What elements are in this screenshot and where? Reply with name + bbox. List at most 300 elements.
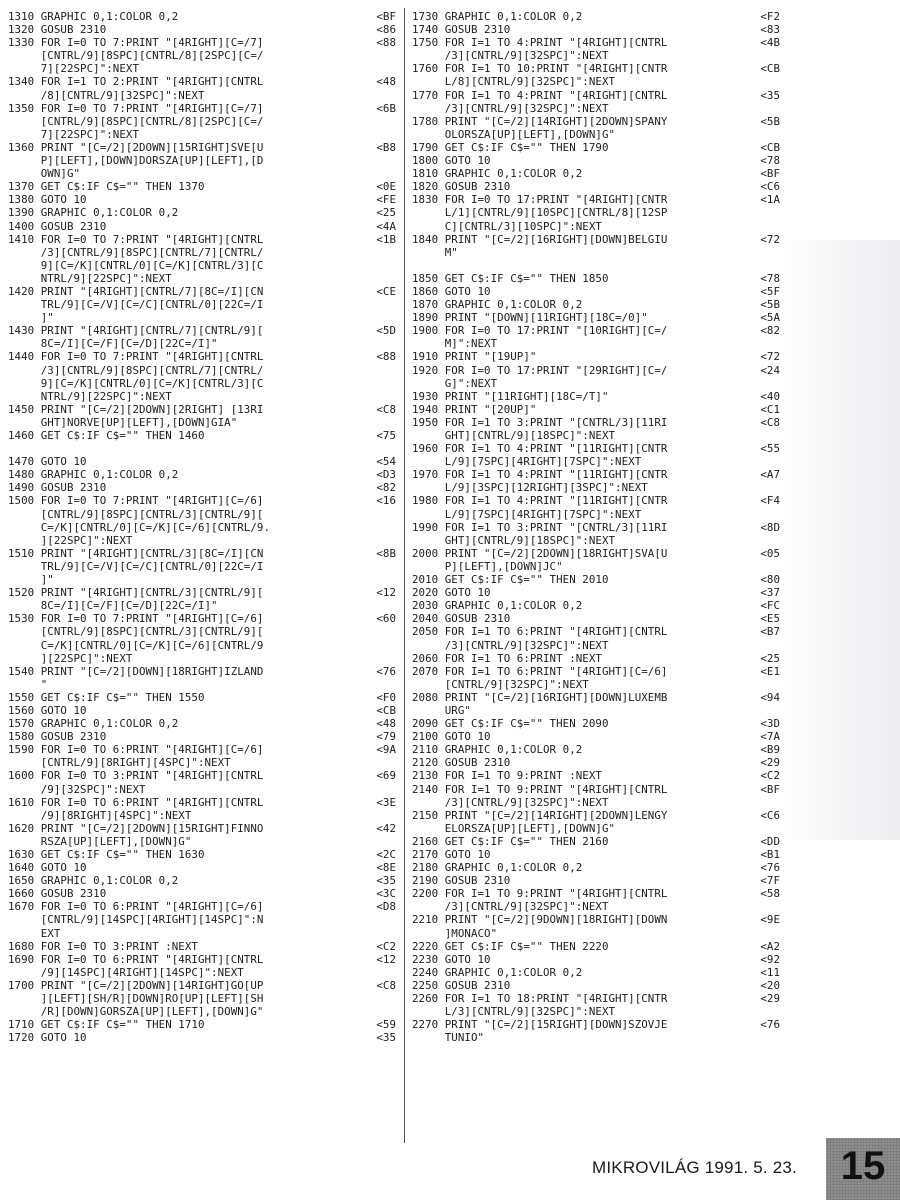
code-text: L/9][7SPC][4RIGHT][7SPC]":NEXT: [412, 507, 642, 521]
code-text: 1810 GRAPHIC 0,1:COLOR 0,2: [412, 167, 583, 181]
code-line: [8, 141, 398, 154]
checksum: <69: [376, 769, 396, 783]
code-text: P][LEFT],[DOWN]JC": [412, 559, 563, 573]
code-text: 2020 GOTO 10: [412, 586, 491, 600]
code-line: [412, 468, 782, 481]
code-text: 1700 PRINT "[C=/2][2DOWN][14RIGHT]GO[UP: [8, 978, 264, 992]
code-text: NTRL/9][22SPC]":NEXT: [8, 389, 172, 403]
code-line: [8, 717, 398, 730]
checksum: <82: [760, 324, 780, 338]
code-line: [8, 966, 398, 979]
code-text: 1690 FOR I=0 TO 6:PRINT "[4RIGHT][CNTRL: [8, 952, 264, 966]
code-text: 2010 GET C$:IF C$="" THEN 2010: [412, 573, 609, 587]
checksum: <BF: [376, 10, 396, 23]
code-line: [412, 652, 782, 665]
checksum: <2C: [376, 848, 396, 861]
code-line: [412, 560, 782, 573]
code-text: 2000 PRINT "[C=/2][2DOWN][18RIGHT]SVA[U: [412, 546, 668, 560]
code-text: /3][CNTRL/9][32SPC]":NEXT: [412, 638, 609, 652]
code-text: L/8][CNTRL/9][32SPC]":NEXT: [412, 75, 616, 89]
code-line: [412, 730, 782, 743]
code-text: 1980 FOR I=1 TO 4:PRINT "[11RIGHT][CNTR: [412, 494, 668, 508]
checksum: <16: [376, 494, 396, 508]
code-text: /9][14SPC][4RIGHT][14SPC]":NEXT: [8, 965, 244, 979]
code-line: [412, 167, 782, 180]
code-text: C][CNTRL/3][10SPC]":NEXT: [412, 219, 602, 233]
code-line: [8, 1005, 398, 1018]
code-line: [8, 75, 398, 88]
checksum: <C1: [760, 402, 780, 416]
code-text: 1600 FOR I=0 TO 3:PRINT "[4RIGHT][CNTRL: [8, 769, 264, 783]
code-text: [CNTRL/9][32SPC]":NEXT: [412, 677, 589, 691]
code-text: 2170 GOTO 10: [412, 848, 491, 861]
code-text: GHT][CNTRL/9][18SPC]":NEXT: [412, 429, 616, 442]
code-text: 7][22SPC]":NEXT: [8, 62, 140, 76]
code-line: [8, 691, 398, 704]
code-line: [412, 455, 782, 468]
code-line: [412, 639, 782, 652]
code-line: [8, 246, 398, 259]
code-text: ]MONACO": [412, 926, 498, 940]
checksum: <29: [760, 756, 780, 770]
code-line: [412, 364, 782, 377]
code-line: [412, 835, 782, 848]
code-text: 1970 FOR I=1 TO 4:PRINT "[11RIGHT][CNTR: [412, 468, 668, 482]
checksum: <05: [760, 546, 780, 560]
code-line: [8, 180, 398, 193]
code-line: [412, 442, 782, 455]
checksum: <3C: [376, 887, 396, 901]
code-line: [8, 298, 398, 311]
code-line: [412, 481, 782, 494]
code-text: 1410 FOR I=0 TO 7:PRINT "[4RIGHT][CNTRL: [8, 232, 264, 246]
code-text: 2090 GET C$:IF C$="" THEN 2090: [412, 717, 609, 731]
code-line: [412, 390, 782, 403]
checksum: <E5: [760, 612, 780, 626]
code-text: 9][C=/K][CNTRL/0][C=/K][CNTRL/3][C: [8, 376, 264, 390]
code-text: 1760 FOR I=1 TO 10:PRINT "[4RIGHT][CNTR: [412, 62, 668, 76]
code-text: L/3][CNTRL/9][32SPC]":NEXT: [412, 1005, 616, 1019]
code-line: [412, 115, 782, 128]
code-text: 2200 FOR I=1 TO 9:PRINT "[4RIGHT][CNTRL: [412, 887, 668, 901]
checksum: <B7: [760, 625, 780, 639]
checksum: <D8: [376, 900, 396, 914]
code-line: [8, 927, 398, 940]
checksum: <48: [376, 75, 396, 89]
code-text: 1790 GET C$:IF C$="" THEN 1790: [412, 140, 609, 154]
code-text: 1750 FOR I=1 TO 4:PRINT "[4RIGHT][CNTRL: [412, 36, 668, 50]
checksum: <54: [376, 455, 396, 469]
code-text: 2120 GOSUB 2310: [412, 756, 511, 770]
checksum: <24: [760, 363, 780, 377]
code-text: 2190 GOSUB 2310: [412, 874, 511, 888]
code-line: [8, 534, 398, 547]
code-line: [8, 403, 398, 416]
code-text: 1620 PRINT "[C=/2][2DOWN][15RIGHT]FINNO: [8, 821, 264, 835]
checksum: <5D: [376, 324, 396, 338]
code-line: [412, 809, 782, 822]
code-line: [8, 364, 398, 377]
code-text: [CNTRL/9][8SPC][CNTRL/8][2SPC][C=/: [8, 49, 264, 63]
code-text: 1440 FOR I=0 TO 7:PRINT "[4RIGHT][CNTRL: [8, 350, 264, 364]
checksum: <CE: [376, 284, 396, 298]
code-text: 1420 PRINT "[4RIGHT][CNTRL/7][8C=/I][CN: [8, 284, 264, 298]
code-line: [412, 756, 782, 769]
code-line: [412, 625, 782, 638]
checksum: <55: [760, 442, 780, 456]
code-text: ]": [8, 311, 54, 325]
code-text: 9][C=/K][CNTRL/0][C=/K][CNTRL/3][C: [8, 258, 264, 272]
code-line: [8, 639, 398, 652]
code-text: 2270 PRINT "[C=/2][15RIGHT][DOWN]SZOVJE: [412, 1018, 668, 1032]
code-line: [8, 861, 398, 874]
code-text: 1490 GOSUB 2310: [8, 481, 107, 495]
checksum: <82: [376, 481, 396, 495]
code-text: 1850 GET C$:IF C$="" THEN 1850: [412, 271, 609, 285]
code-line: [412, 246, 782, 259]
code-line: [8, 900, 398, 913]
code-line: [8, 547, 398, 560]
code-line: [8, 704, 398, 717]
checksum: <9A: [376, 743, 396, 757]
checksum: <5F: [760, 284, 780, 298]
code-text: /R][DOWN]GORSZA[UP][LEFT],[DOWN]G": [8, 1005, 264, 1019]
code-line: [8, 796, 398, 809]
code-line: [412, 796, 782, 809]
code-text: /3][CNTRL/9][32SPC]":NEXT: [412, 795, 609, 809]
checksum: <12: [376, 586, 396, 600]
code-line: [8, 612, 398, 625]
code-text: OWN]G": [8, 167, 81, 181]
code-line: [412, 927, 782, 940]
code-line: [412, 494, 782, 507]
checksum: <83: [760, 23, 780, 37]
checksum: <D3: [376, 468, 396, 482]
checksum: <1A: [760, 193, 780, 207]
code-text: 1450 PRINT "[C=/2][2DOWN][2RIGHT] [13RI: [8, 402, 264, 416]
code-text: 1610 FOR I=0 TO 6:PRINT "[4RIGHT][CNTRL: [8, 795, 264, 809]
checksum: <79: [376, 730, 396, 744]
checksum: <C6: [760, 180, 780, 194]
code-line: [412, 913, 782, 926]
code-text: 1380 GOTO 10: [8, 193, 87, 207]
code-line: [412, 377, 782, 390]
checksum: <4A: [376, 219, 396, 233]
code-text: 1480 GRAPHIC 0,1:COLOR 0,2: [8, 468, 179, 482]
checksum: <7A: [760, 730, 780, 744]
code-text: 1500 FOR I=0 TO 7:PRINT "[4RIGHT][C=/6]: [8, 494, 264, 508]
code-line: [8, 128, 398, 141]
code-line: [412, 154, 782, 167]
code-text: 2030 GRAPHIC 0,1:COLOR 0,2: [412, 599, 583, 613]
checksum: <F2: [760, 10, 780, 23]
code-text: /3][CNTRL/9][8SPC][CNTRL/7][CNTRL/: [8, 363, 264, 377]
checksum: <B8: [376, 140, 396, 154]
code-text: TUNIO": [412, 1031, 485, 1045]
code-line: [412, 887, 782, 900]
code-text: 1770 FOR I=1 TO 4:PRINT "[4RIGHT][CNTRL: [412, 88, 668, 102]
code-line: [412, 848, 782, 861]
code-line: [8, 416, 398, 429]
checksum: <3D: [760, 717, 780, 731]
checksum: <C8: [376, 978, 396, 992]
code-line: [412, 953, 782, 966]
code-text: 1590 FOR I=0 TO 6:PRINT "[4RIGHT][C=/6]: [8, 743, 264, 757]
code-text: 1340 FOR I=1 TO 2:PRINT "[4RIGHT][CNTRL: [8, 75, 264, 89]
code-line: [412, 769, 782, 782]
checksum: <6B: [376, 101, 396, 115]
code-line: [412, 141, 782, 154]
code-line: [8, 154, 398, 167]
code-text: 1930 PRINT "[11RIGHT][18C=/T]": [412, 389, 609, 403]
code-text: 1580 GOSUB 2310: [8, 730, 107, 744]
checksum: <DD: [760, 834, 780, 848]
checksum: <CB: [760, 62, 780, 76]
code-line: [412, 403, 782, 416]
checksum: <9E: [760, 913, 780, 927]
code-line: [8, 10, 398, 23]
code-text: C=/K][CNTRL/0][C=/K][C=/6][CNTRL/9: [8, 638, 264, 652]
code-text: 1740 GOSUB 2310: [412, 23, 511, 37]
code-line: [8, 573, 398, 586]
code-text: 2250 GOSUB 2310: [412, 978, 511, 992]
checksum: <C2: [376, 939, 396, 953]
checksum: <88: [376, 350, 396, 364]
code-line: [8, 62, 398, 75]
code-line: [8, 887, 398, 900]
code-text: L/1][CNTRL/9][10SPC][CNTRL/8][12SP: [412, 206, 668, 220]
code-line: [8, 678, 398, 691]
checksum: <A7: [760, 468, 780, 482]
code-text: [CNTRL/9][8SPC][CNTRL/3][CNTRL/9][: [8, 507, 264, 521]
code-text: GHT][CNTRL/9][18SPC]":NEXT: [412, 533, 616, 547]
code-text: 1800 GOTO 10: [412, 154, 491, 168]
page-number: 15: [840, 1144, 886, 1188]
checksum: <C6: [760, 808, 780, 822]
code-line: [8, 783, 398, 796]
checksum: <35: [376, 1031, 396, 1045]
code-line: [8, 743, 398, 756]
code-line: [8, 390, 398, 403]
code-text: 1400 GOSUB 2310: [8, 219, 107, 233]
code-text: L/9][3SPC][12RIGHT][3SPC]":NEXT: [412, 481, 648, 495]
checksum: <E1: [760, 664, 780, 678]
code-text: 1660 GOSUB 2310: [8, 887, 107, 901]
code-text: 2110 GRAPHIC 0,1:COLOR 0,2: [412, 743, 583, 757]
code-line: [8, 652, 398, 665]
code-text: [CNTRL/9][8RIGHT][4SPC]":NEXT: [8, 756, 231, 770]
column-divider: [404, 8, 405, 1143]
code-line: [412, 979, 782, 992]
code-text: 1910 PRINT "[19UP]": [412, 350, 537, 364]
code-text: /8][CNTRL/9][32SPC]":NEXT: [8, 88, 205, 102]
code-line: [412, 75, 782, 88]
blank-line: [412, 259, 782, 272]
code-line: [8, 953, 398, 966]
code-line: [412, 49, 782, 62]
code-text: 2180 GRAPHIC 0,1:COLOR 0,2: [412, 861, 583, 875]
code-line: [412, 861, 782, 874]
checksum: <8E: [376, 861, 396, 875]
code-text: TRL/9][C=/V][C=/C][CNTRL/0][22C=/I: [8, 298, 264, 312]
checksum: <CB: [376, 703, 396, 717]
code-line: [8, 913, 398, 926]
code-text: 1710 GET C$:IF C$="" THEN 1710: [8, 1018, 205, 1032]
code-text: 2060 FOR I=1 TO 6:PRINT :NEXT: [412, 651, 602, 665]
code-text: 2230 GOTO 10: [412, 952, 491, 966]
code-text: ][22SPC]":NEXT: [8, 533, 133, 547]
code-text: 1630 GET C$:IF C$="" THEN 1630: [8, 848, 205, 861]
code-line: [8, 272, 398, 285]
code-text: 1510 PRINT "[4RIGHT][CNTRL/3][8C=/I][CN: [8, 546, 264, 560]
code-text: 1310 GRAPHIC 0,1:COLOR 0,2: [8, 10, 179, 23]
code-text: /3][CNTRL/9][32SPC]":NEXT: [412, 49, 609, 63]
code-text: 2080 PRINT "[C=/2][16RIGHT][DOWN]LUXEMB: [412, 690, 668, 704]
code-line: [8, 730, 398, 743]
code-line: [8, 259, 398, 272]
listing-column-right: [412, 10, 782, 1044]
code-line: [8, 769, 398, 782]
code-line: [412, 966, 782, 979]
code-line: [8, 377, 398, 390]
checksum: <72: [760, 350, 780, 364]
code-line: [8, 89, 398, 102]
code-line: [8, 350, 398, 363]
code-line: [412, 612, 782, 625]
checksum: <59: [376, 1018, 396, 1032]
checksum: <80: [760, 573, 780, 587]
checksum: <78: [760, 154, 780, 168]
code-line: [412, 992, 782, 1005]
code-text: [CNTRL/9][8SPC][CNTRL/3][CNTRL/9][: [8, 625, 264, 639]
checksum: <35: [760, 88, 780, 102]
checksum: <60: [376, 612, 396, 626]
code-line: [8, 521, 398, 534]
code-line: [412, 89, 782, 102]
code-text: /3][CNTRL/9][32SPC]":NEXT: [412, 101, 609, 115]
code-text: /3][CNTRL/9][8SPC][CNTRL/7][CNTRL/: [8, 245, 264, 259]
code-line: [8, 599, 398, 612]
code-line: [8, 481, 398, 494]
code-line: [8, 992, 398, 1005]
checksum: <76: [760, 861, 780, 875]
checksum: <5B: [760, 298, 780, 312]
checksum: <B1: [760, 848, 780, 861]
code-text: 1550 GET C$:IF C$="" THEN 1550: [8, 690, 205, 704]
code-text: 1730 GRAPHIC 0,1:COLOR 0,2: [412, 10, 583, 23]
code-text: 2210 PRINT "[C=/2][9DOWN][18RIGHT][DOWN: [412, 913, 668, 927]
checksum: <8B: [376, 546, 396, 560]
checksum: <48: [376, 717, 396, 731]
code-text: 1670 FOR I=0 TO 6:PRINT "[4RIGHT][C=/6]: [8, 900, 264, 914]
code-line: [8, 560, 398, 573]
code-text: 1680 FOR I=0 TO 3:PRINT :NEXT: [8, 939, 198, 953]
code-line: [412, 416, 782, 429]
code-line: [8, 455, 398, 468]
code-line: [412, 193, 782, 206]
checksum: <29: [760, 992, 780, 1006]
code-text: P][LEFT],[DOWN]DORSZA[UP][LEFT],[D: [8, 154, 264, 168]
code-text: 8C=/I][C=/F][C=/D][22C=/I]": [8, 599, 218, 613]
code-text: 1950 FOR I=1 TO 3:PRINT "[CNTRL/3][11RI: [412, 415, 668, 429]
code-line: [8, 586, 398, 599]
checksum: <94: [760, 690, 780, 704]
code-line: [412, 704, 782, 717]
checksum: <12: [376, 952, 396, 966]
checksum: <BF: [760, 782, 780, 796]
code-text: 2220 GET C$:IF C$="" THEN 2220: [412, 939, 609, 953]
code-line: [412, 521, 782, 534]
checksum: <42: [376, 821, 396, 835]
code-line: [8, 822, 398, 835]
checksum: <C8: [376, 402, 396, 416]
code-text: 2160 GET C$:IF C$="" THEN 2160: [412, 834, 609, 848]
code-text: 1540 PRINT "[C=/2][DOWN][18RIGHT]IZLAND: [8, 664, 264, 678]
code-text: 1350 FOR I=0 TO 7:PRINT "[4RIGHT][C=/7]: [8, 101, 264, 115]
code-line: [8, 665, 398, 678]
checksum: <35: [376, 874, 396, 888]
code-text: L/9][7SPC][4RIGHT][7SPC]":NEXT: [412, 455, 642, 469]
code-line: [412, 743, 782, 756]
code-text: 2100 GOTO 10: [412, 730, 491, 744]
checksum: <25: [376, 206, 396, 220]
checksum: <72: [760, 232, 780, 246]
checksum: <25: [760, 651, 780, 665]
code-text: M]":NEXT: [412, 337, 498, 351]
checksum: <88: [376, 36, 396, 50]
code-text: 1860 GOTO 10: [412, 284, 491, 298]
code-text: 7][22SPC]":NEXT: [8, 127, 140, 141]
checksum: <CB: [760, 140, 780, 154]
code-text: ][22SPC]":NEXT: [8, 651, 133, 665]
code-line: [8, 835, 398, 848]
code-line: [8, 1031, 398, 1044]
code-line: [412, 285, 782, 298]
code-text: 1530 FOR I=0 TO 7:PRINT "[4RIGHT][C=/6]: [8, 612, 264, 626]
code-text: 2150 PRINT "[C=/2][14RIGHT][2DOWN]LENGY: [412, 808, 668, 822]
checksum: <4B: [760, 36, 780, 50]
code-text: OLORSZA[UP][LEFT],[DOWN]G": [412, 127, 616, 141]
checksum: <F0: [376, 690, 396, 704]
code-line: [412, 36, 782, 49]
code-line: [8, 979, 398, 992]
code-text: 1650 GRAPHIC 0,1:COLOR 0,2: [8, 874, 179, 888]
page-number-box: [826, 1138, 900, 1200]
code-text: 1990 FOR I=1 TO 3:PRINT "[CNTRL/3][11RI: [412, 520, 668, 534]
code-text: 2260 FOR I=1 TO 18:PRINT "[4RIGHT][CNTR: [412, 992, 668, 1006]
code-line: [8, 940, 398, 953]
code-line: [8, 36, 398, 49]
listing-column-left: [8, 10, 398, 1044]
code-text: 1460 GET C$:IF C$="" THEN 1460: [8, 429, 205, 442]
code-line: [412, 1005, 782, 1018]
code-text: 1520 PRINT "[4RIGHT][CNTRL/3][CNTRL/9][: [8, 586, 264, 600]
code-text: 1320 GOSUB 2310: [8, 23, 107, 37]
code-line: [412, 783, 782, 796]
code-line: [412, 534, 782, 547]
checksum: <A2: [760, 939, 780, 953]
code-text: EXT: [8, 926, 61, 940]
code-text: ELORSZA[UP][LEFT],[DOWN]G": [412, 821, 616, 835]
checksum: <86: [376, 23, 396, 37]
code-text: 1640 GOTO 10: [8, 861, 87, 875]
code-line: [8, 494, 398, 507]
code-text: 2040 GOSUB 2310: [412, 612, 511, 626]
code-text: 1960 FOR I=1 TO 4:PRINT "[11RIGHT][CNTR: [412, 442, 668, 456]
code-line: [412, 298, 782, 311]
code-line: [8, 233, 398, 246]
code-text: 1370 GET C$:IF C$="" THEN 1370: [8, 180, 205, 194]
